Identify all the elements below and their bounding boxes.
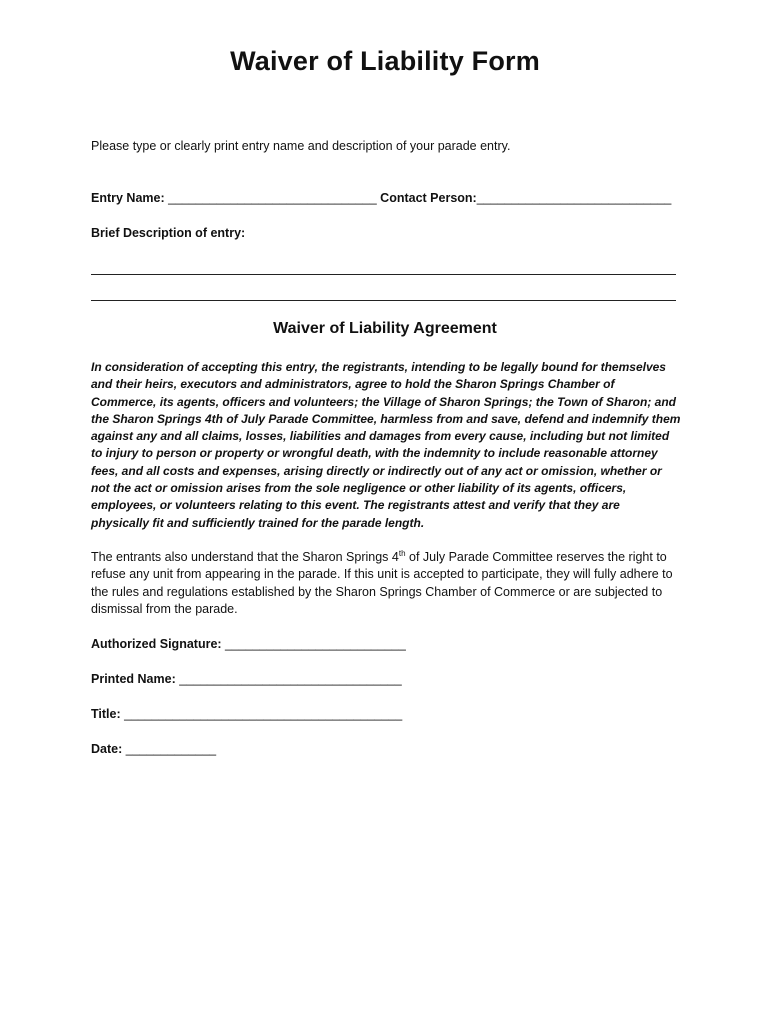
agreement-title: Waiver of Liability Agreement	[273, 320, 497, 337]
date-row	[91, 742, 216, 756]
entry-name-label: Entry Name:	[91, 191, 165, 205]
entrants-text-start: The entrants also understand that the Sharon Springs 4	[91, 550, 399, 564]
title-field[interactable]: ________________________________________	[124, 707, 403, 721]
contact-person-label: Contact Person:	[380, 191, 477, 205]
entry-name-field[interactable]: ______________________________	[168, 191, 377, 205]
page-title: Waiver of Liability Form	[230, 46, 540, 76]
printed-name-field[interactable]: ________________________________	[179, 672, 402, 686]
printed-name-row	[91, 672, 402, 686]
entrants-text-end: of July Parade Committee reserves the right to refuse any unit from appearing in the parade. If this unit is accepted to participate, they will fully adhere to the rules and regulations established by the Sharon Springs Chamber of Commerce or are subjected to dismissal from the parade.	[91, 550, 673, 616]
signature-row	[91, 637, 406, 651]
title-row	[91, 707, 402, 721]
date-label: Date:	[91, 742, 123, 756]
entry-row	[91, 191, 671, 205]
date-field[interactable]: _____________	[125, 742, 217, 756]
entrants-paragraph	[91, 549, 681, 618]
description-line-1[interactable]	[91, 274, 676, 275]
waiver-text: In consideration of accepting this entry, the registrants, intending to be legally bound for themselves and their heirs, executors and administrators, agree to hold the Sharon Springs Chamber of Commerce, its agents, officers and volunteers; the Village of Sharon Springs; the Town of Sharon; and the Sharon Springs 4th of July Parade Committee, harmless from and save, defend and indemnify them against any and all claims, losses, liabilities and damages from every cause, including but not limited to injury to person or property or wrongful death, with the indemnity to include reasonable attorney fees, and all costs and expenses, arising directly or indirectly out of any act or omission, whether or not the act or omission arises from the sole negligence or other liability of its agents, officers, employees, or volunteers relating to this event. The registrants attest and verify that they are physically fit and sufficiently trained for the parade length.	[91, 360, 681, 530]
intro-text: Please type or clearly print entry name and description of your parade entry.	[91, 139, 511, 153]
ordinal-suffix: th	[398, 548, 406, 558]
contact-person-field[interactable]: ____________________________	[476, 191, 672, 205]
title-label: Title:	[91, 707, 121, 721]
printed-name-label: Printed Name:	[91, 672, 176, 686]
signature-field[interactable]: __________________________	[225, 637, 406, 651]
description-label: Brief Description of entry:	[91, 226, 246, 240]
description-line-2[interactable]	[91, 300, 676, 301]
signature-label: Authorized Signature:	[91, 637, 222, 651]
